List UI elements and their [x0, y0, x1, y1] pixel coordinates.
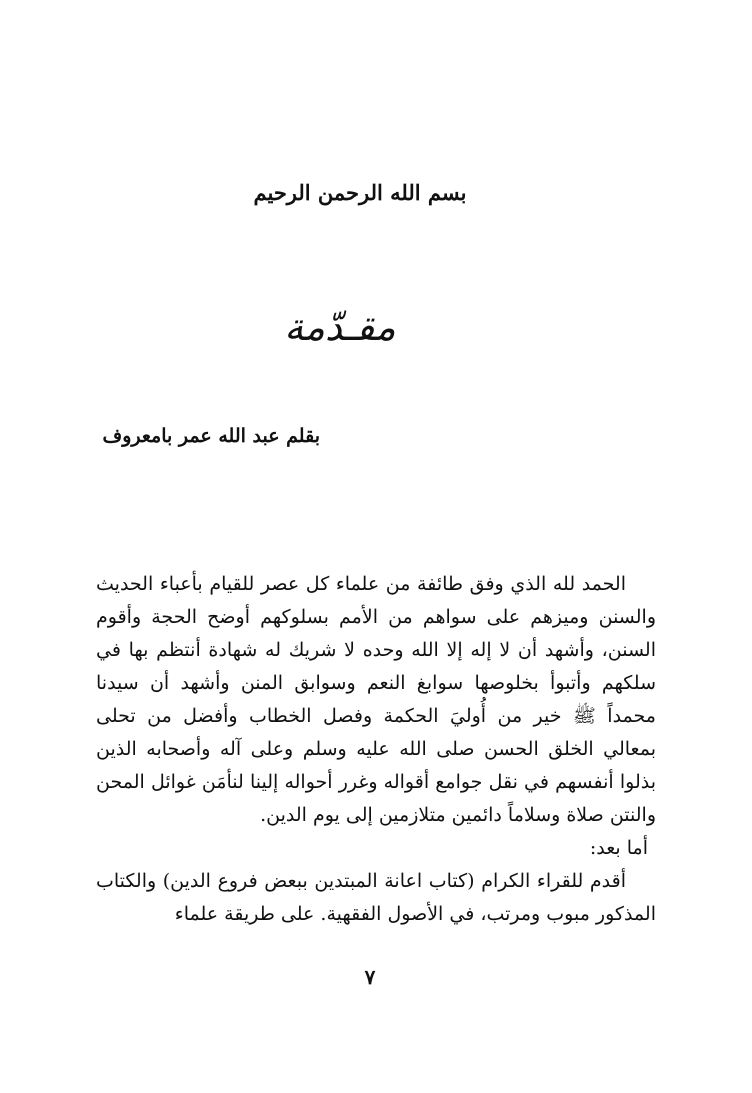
basmala-heading: بسم الله الرحمن الرحيم: [253, 180, 467, 205]
page-title: مقـدّمة: [284, 305, 396, 349]
paragraph-praise: الحمد لله الذي وفق طائفة من علماء كل عصر للقيام بأعباء الحديث والسنن وميزهم على سواهم من الأمم بسلوكهم أوضح الحجة وأقوم السنن، وأشهد أن لا إله إلا الله وحده لا شريك له شهادة أنتظم بها في سلكهم وأتبوأ بخلوصها سوابغ النعم وسوابق المنن وأشهد أن سيدنا محمداً ﷺ خير من أُوليَ الحكمة وفصل الخطاب وأفضل من تحلى بمعالي الخلق الحسن صلى الله عليه وسلم وعلى آله وأصحابه الذين بذلوا أنفسهم في نقل جوامع أقواله وغرر أحواله إلينا لنأمَن غوائل المحن والنتن صلاة وسلاماً دائمين متلازمين إلى يوم الدين.: [96, 573, 656, 826]
paragraph-introduction: أقدم للقراء الكرام (كتاب اعانة المبتدين ببعض فروع الدين) والكتاب المذكور مبوب ومرتب، في الأصول الفقهية. على طريقة علماء: [96, 870, 656, 925]
page-number: ٧: [364, 965, 376, 989]
body-text: [96, 568, 656, 931]
paragraph-amma-baad: أما بعد:: [589, 837, 648, 859]
author-line: بقلم عبد الله عمر بامعروف: [102, 425, 320, 447]
